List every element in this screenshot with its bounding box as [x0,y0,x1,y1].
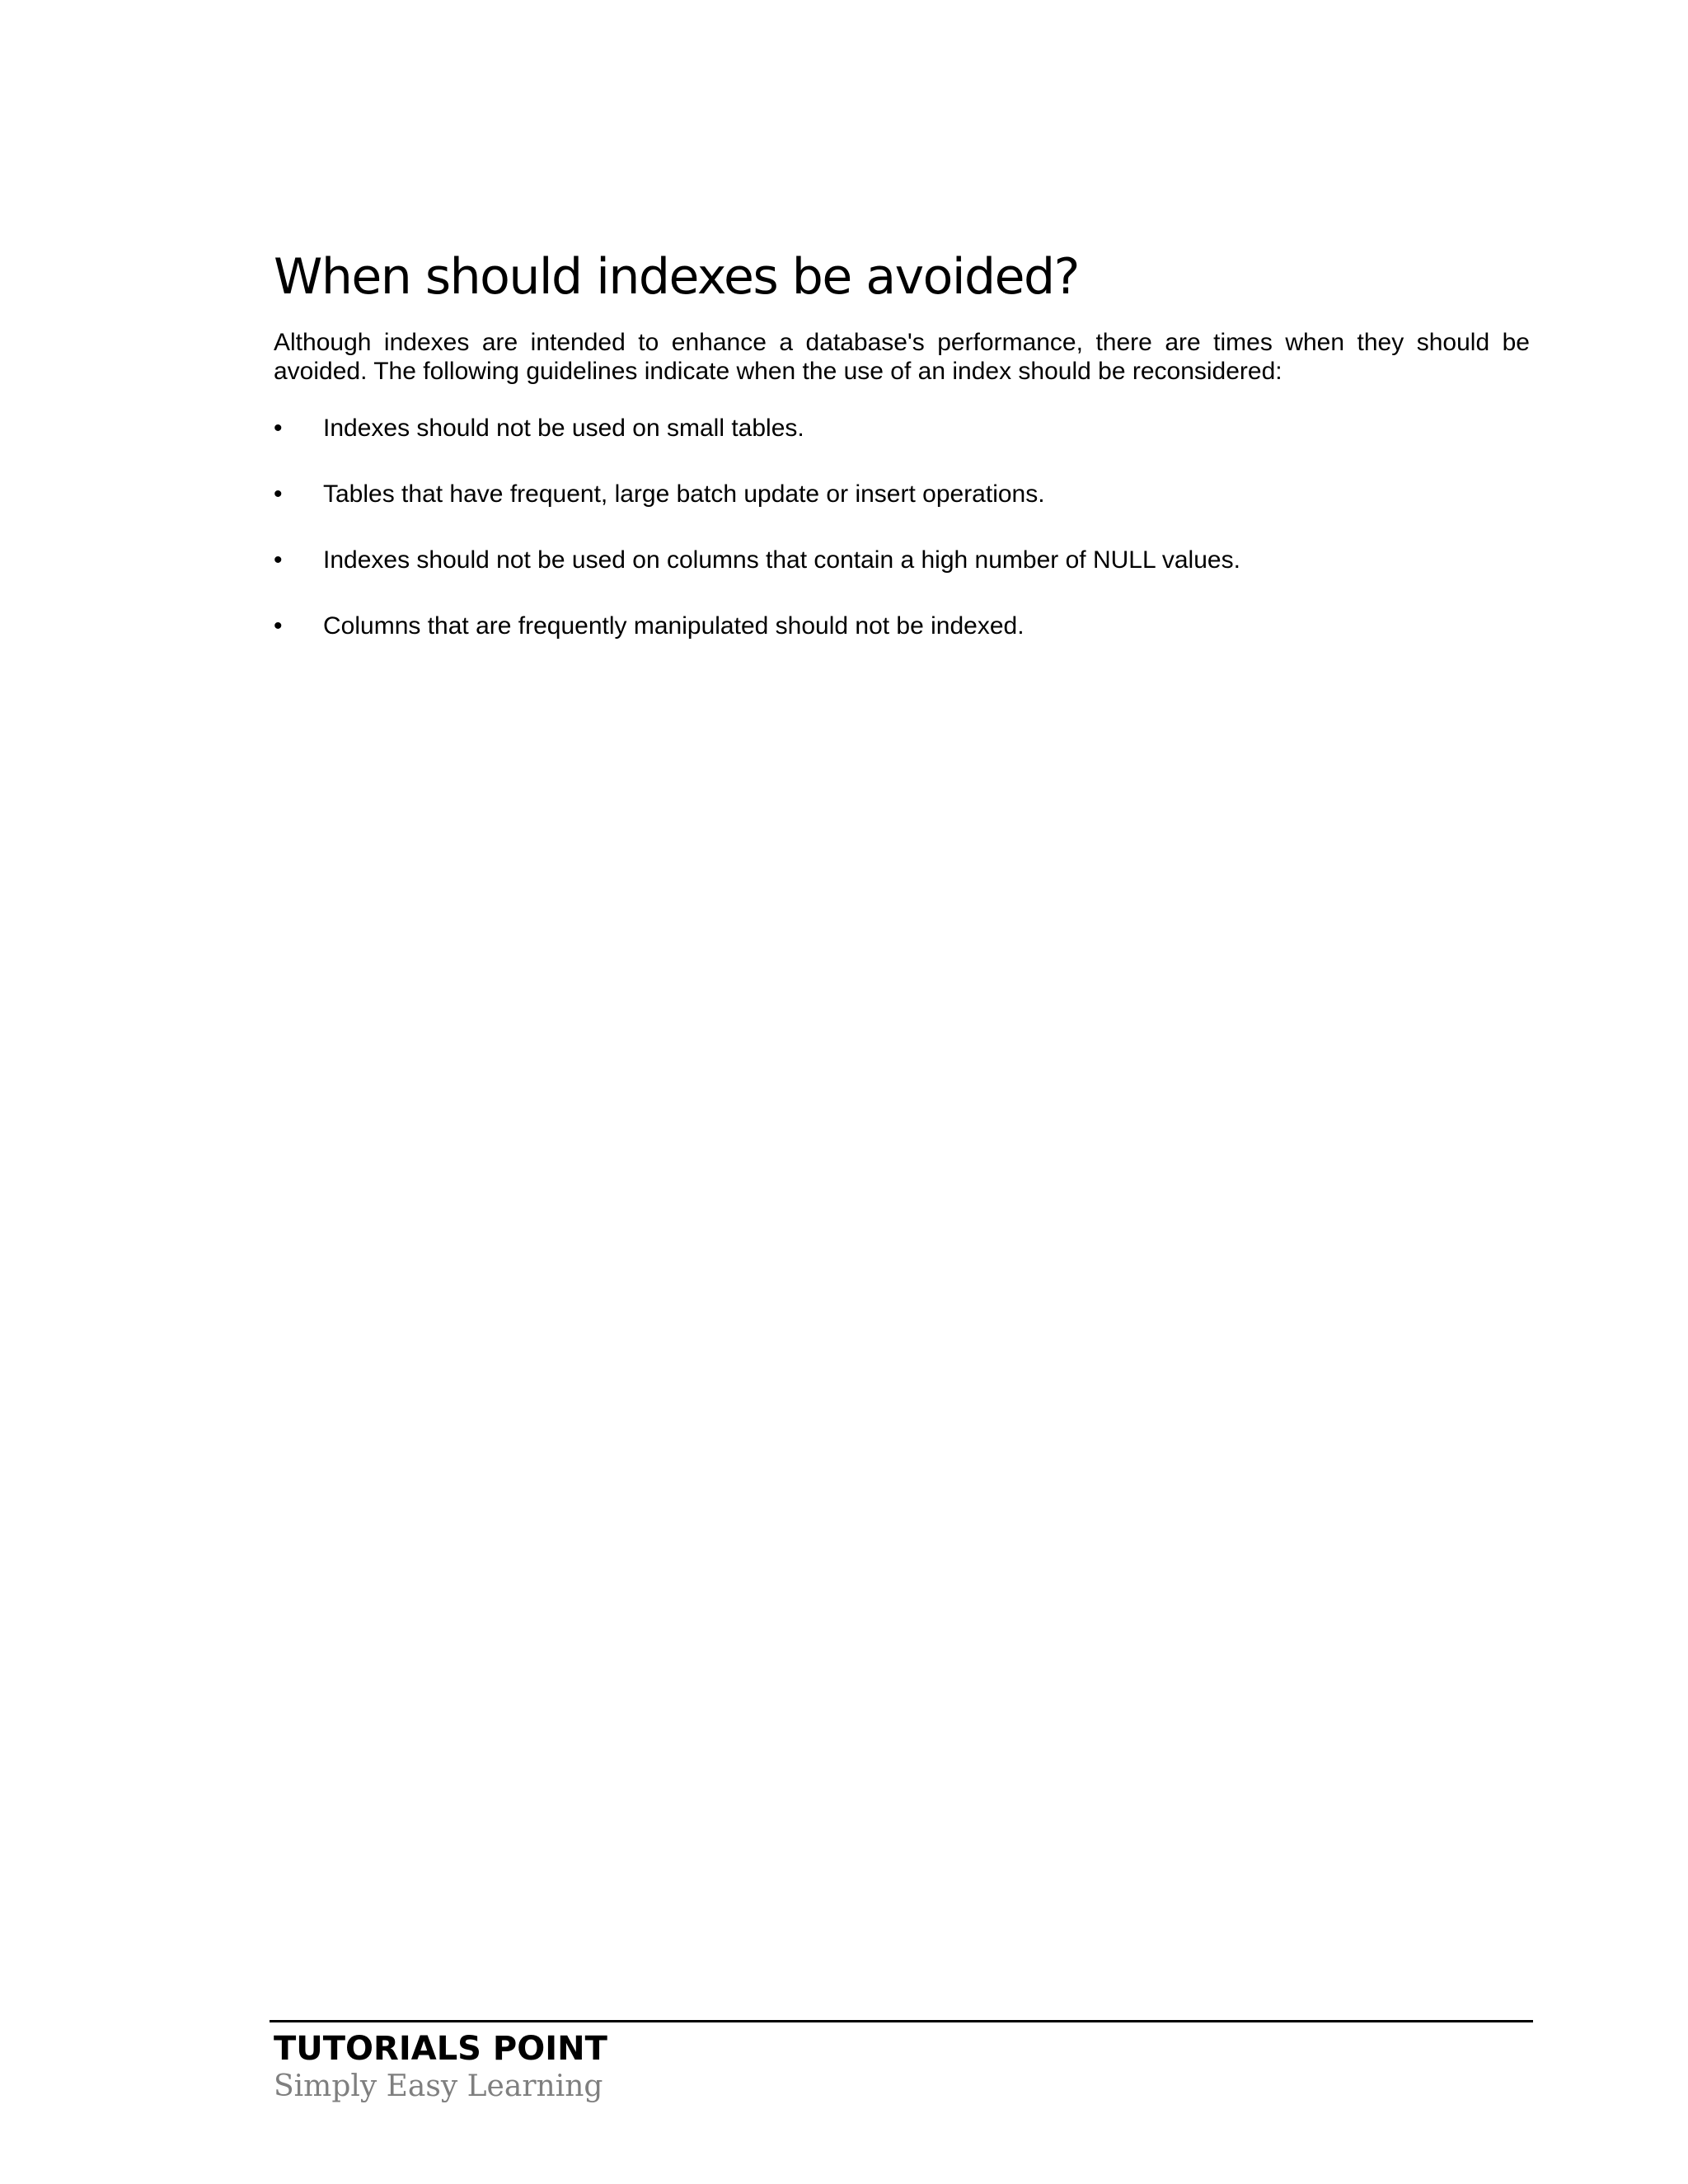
list-item [274,546,1530,574]
footer-divider [270,2020,1533,2022]
bullet-icon: • [274,480,283,508]
footer-brand: TUTORIALS POINT [274,2030,607,2068]
section-heading: When should indexes be avoided? [274,248,1079,306]
list-item [274,480,1530,509]
bullet-icon: • [274,612,283,640]
bullet-icon: • [274,415,283,442]
list-item-text: Indexes should not be used on columns that contain a high number of NULL values. [323,546,1240,574]
list-item-text: Columns that are frequently manipulated should not be indexed. [323,612,1025,640]
intro-paragraph: Although indexes are intended to enhance a database's performance, there are times when they should be avoided. The following guidelines indicate when the use of an index should be reconsidered: [274,329,1530,385]
list-item-text: Tables that have frequent, large batch update or insert operations. [323,480,1045,508]
guideline-list [274,414,1530,640]
bullet-icon: • [274,546,283,574]
list-item [274,612,1530,640]
list-item [274,414,1530,443]
page-content [274,247,1530,677]
list-item-text: Indexes should not be used on small tables. [323,415,804,442]
footer-tagline: Simply Easy Learning [274,2069,603,2103]
